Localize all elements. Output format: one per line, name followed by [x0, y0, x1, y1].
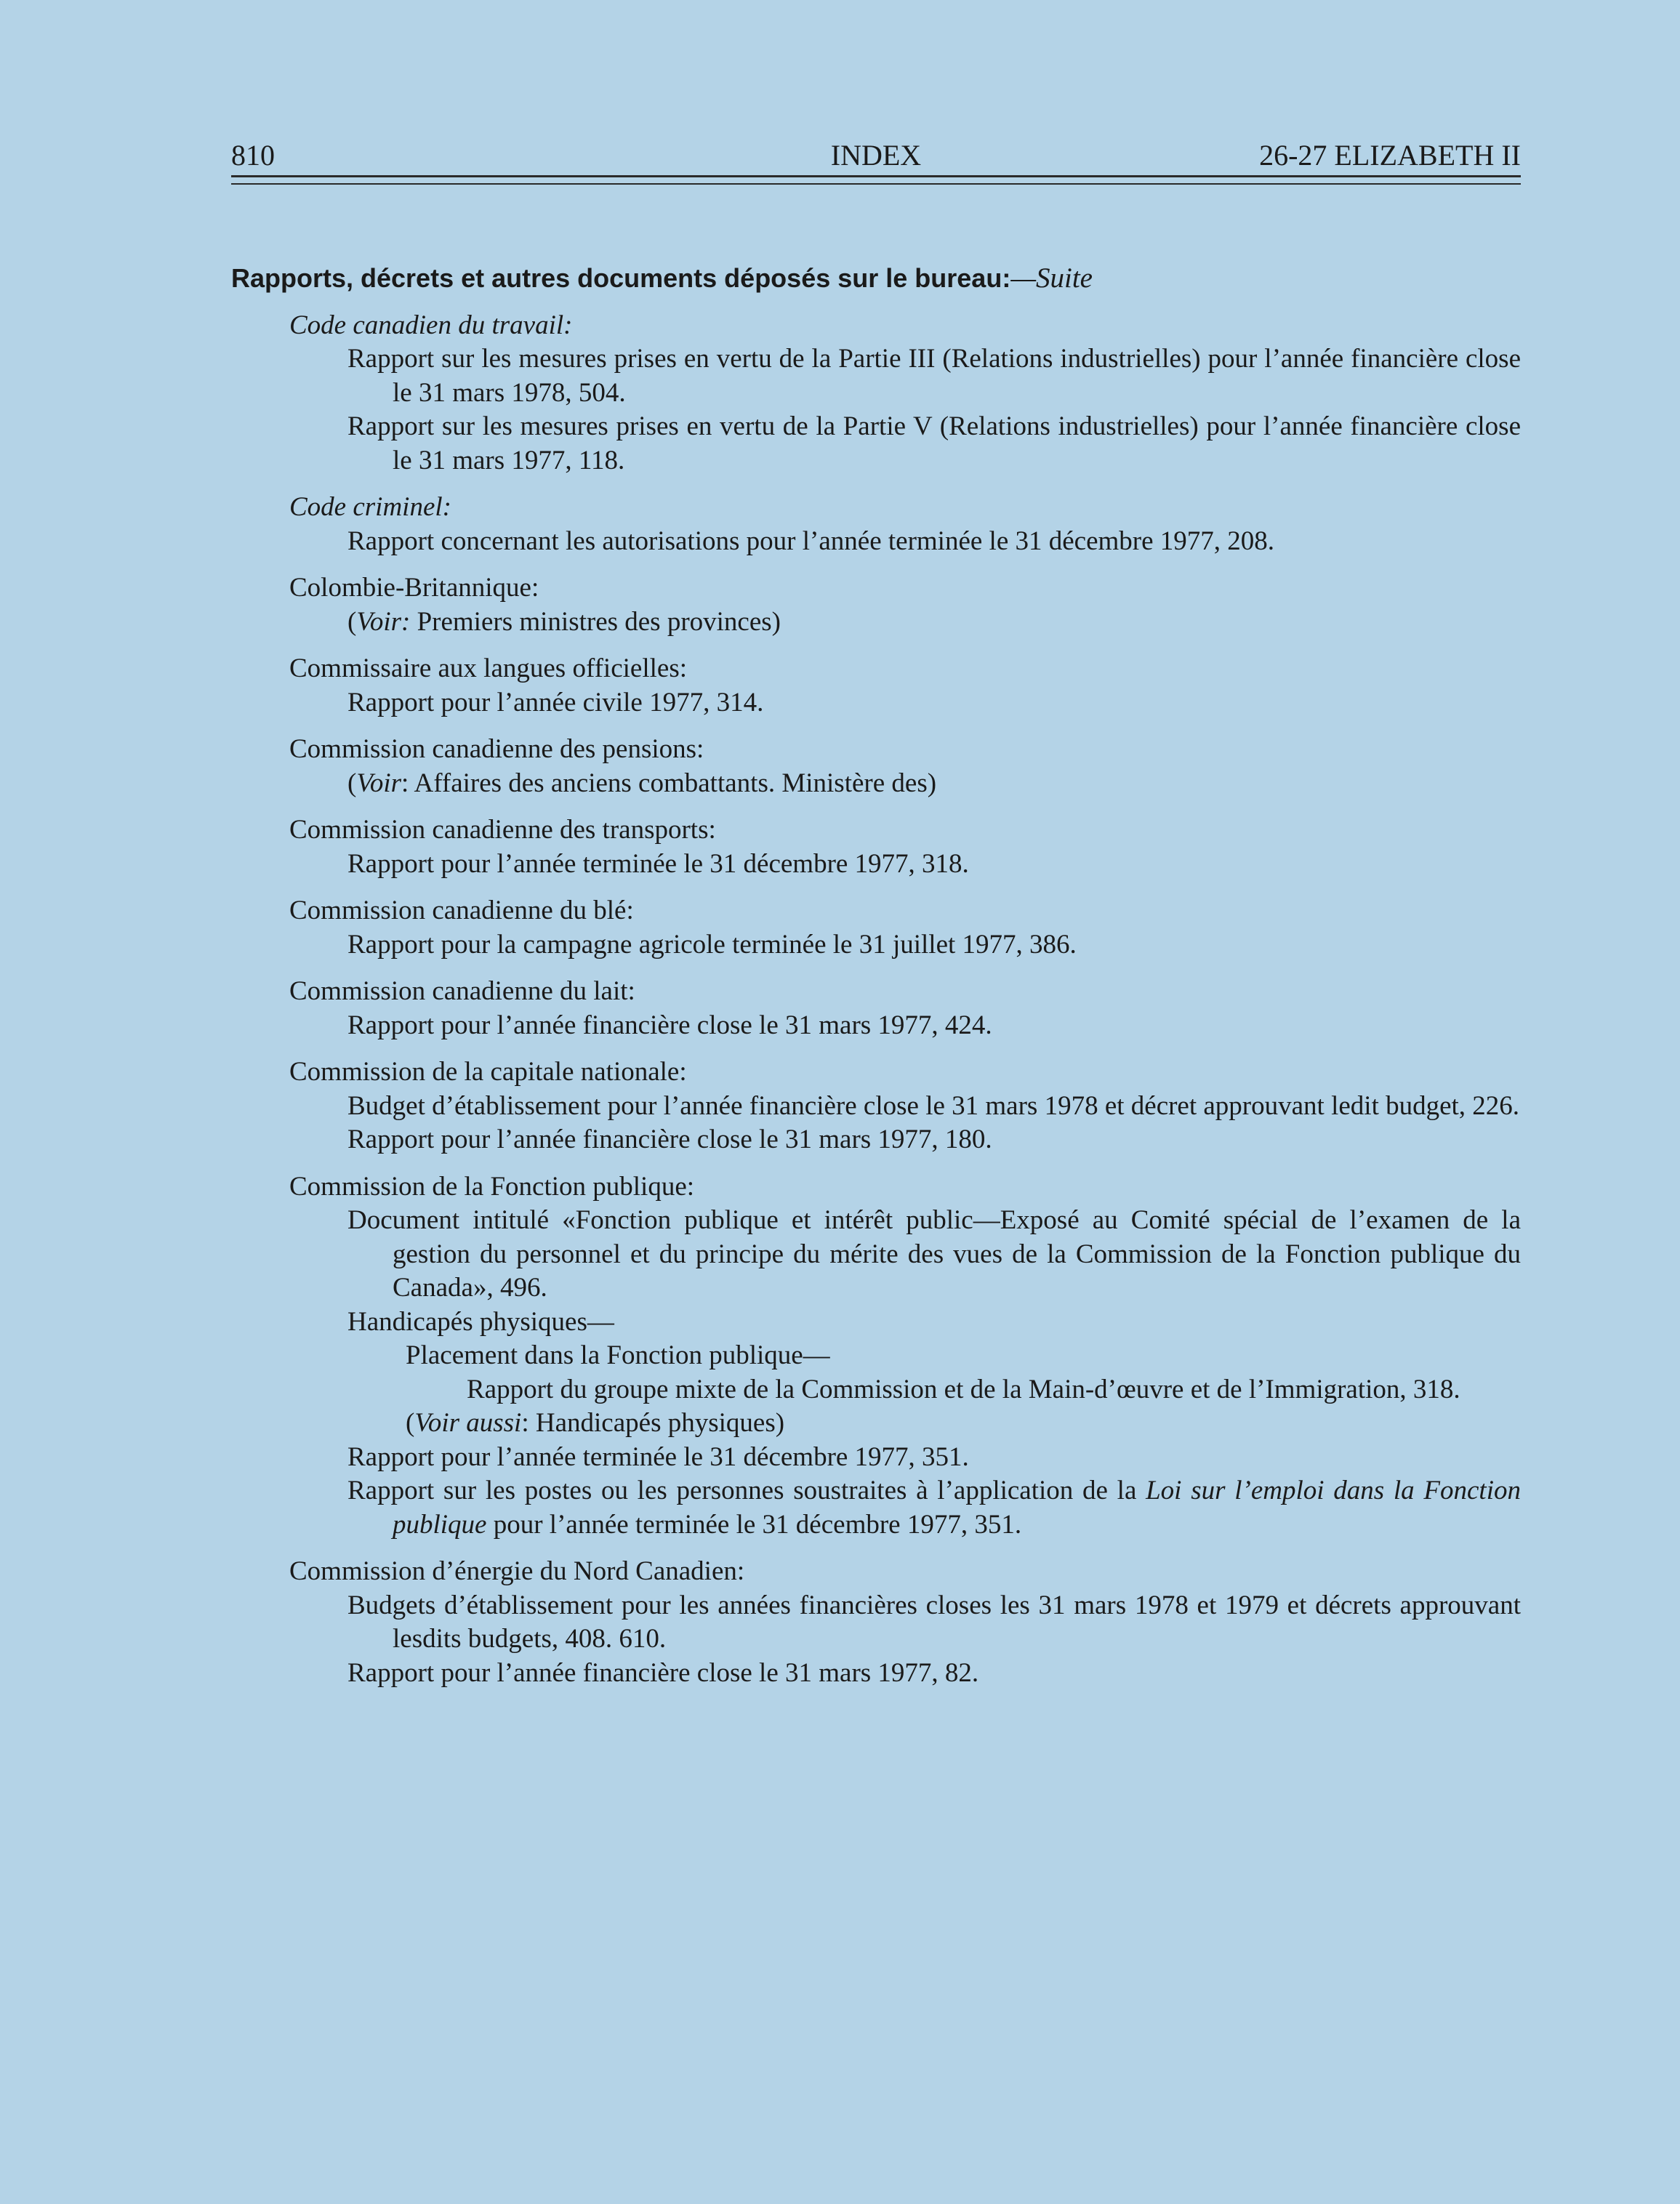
- group-heading: Code criminel:: [289, 492, 451, 522]
- group-heading: Commission canadienne des pensions:: [289, 734, 704, 764]
- group-fonction: [231, 1170, 1521, 1543]
- group-ble: [231, 894, 1521, 962]
- group-code-travail: [231, 309, 1521, 478]
- group-heading: Commissaire aux langues officielles:: [289, 653, 687, 683]
- index-entry: Budget d’établissement pour l’année financière close le 31 mars 1978 et décret approuvant ledit budget, 226.: [347, 1090, 1520, 1121]
- section-title: Rapports, décrets et autres documents déposés sur le bureau:—Suite: [231, 262, 1093, 294]
- group-code-criminel: [231, 491, 1521, 558]
- group-heading: Commission de la capitale nationale:: [289, 1057, 687, 1087]
- group-langues: [231, 652, 1521, 720]
- page-number: 810: [231, 139, 275, 172]
- group-heading: Commission canadienne des transports:: [289, 815, 716, 845]
- index-entry: Rapport sur les mesures prises en vertu de la Partie III (Relations industrielles) pour l’année financière close le 31 mars 1978, 504.: [347, 344, 1521, 408]
- group-capitale: [231, 1055, 1521, 1157]
- index-entry: Document intitulé «Fonction publique et intérêt public—Exposé au Comité spécial de l’examen de la gestion du personnel et du principe du mérite des vues de la Commission de la Fonction publique du Canada», 496.: [347, 1205, 1521, 1303]
- cross-reference: (Voir: Premiers ministres des provinces): [347, 606, 781, 637]
- suite-label: Suite: [1036, 262, 1093, 294]
- index-entry: Rapport pour l’année terminée le 31 décembre 1977, 351.: [347, 1441, 969, 1472]
- group-colombie: [231, 571, 1521, 639]
- index-content: [231, 262, 1521, 1690]
- volume-title: 26-27 ELIZABETH II: [1259, 139, 1521, 172]
- page-title: INDEX: [830, 139, 922, 172]
- cross-reference: (Voir: Affaires des anciens combattants. Ministère des): [347, 768, 937, 798]
- group-pensions: [231, 733, 1521, 800]
- group-heading: Commission canadienne du blé:: [289, 896, 634, 925]
- index-entry: Rapport pour l’année financière close le 31 mars 1977, 82.: [347, 1657, 979, 1688]
- index-entry: Rapport sur les postes ou les personnes soustraites à l’application de la Loi sur l’emploi dans la Fonction publique pour l’année terminée le 31 décembre 1977, 351.: [347, 1476, 1521, 1540]
- group-heading: Code canadien du travail:: [289, 310, 573, 340]
- group-heading: Colombie-Britannique:: [289, 573, 539, 603]
- index-entry: Rapport pour la campagne agricole terminée le 31 juillet 1977, 386.: [347, 929, 1077, 960]
- group-heading: Commission d’énergie du Nord Canadien:: [289, 1556, 745, 1586]
- page-header: [231, 137, 1521, 174]
- index-entry: Rapport concernant les autorisations pour l’année terminée le 31 décembre 1977, 208.: [347, 526, 1275, 556]
- index-entry: Rapport pour l’année financière close le 31 mars 1977, 424.: [347, 1010, 992, 1040]
- index-entry: Rapport pour l’année terminée le 31 décembre 1977, 318.: [347, 848, 969, 879]
- cross-reference: (Voir aussi: Handicapés physiques): [406, 1408, 785, 1438]
- index-entry: Rapport sur les mesures prises en vertu de la Partie V (Relations industrielles) pour l’année financière close le 31 mars 1977, 118.: [347, 411, 1521, 475]
- group-transports: [231, 813, 1521, 881]
- group-heading: Commission canadienne du lait:: [289, 976, 635, 1006]
- index-entry: Rapport pour l’année financière close le 31 mars 1977, 180.: [347, 1125, 992, 1154]
- header-rule-top: [231, 175, 1521, 177]
- index-entry: Rapport du groupe mixte de la Commission et de la Main-d’œuvre et de l’Immigration, 318.: [467, 1374, 1460, 1404]
- group-lait: [231, 975, 1521, 1042]
- group-energie: [231, 1555, 1521, 1690]
- group-heading: Commission de la Fonction publique:: [289, 1171, 695, 1202]
- index-subheading: Handicapés physiques—: [347, 1306, 614, 1337]
- index-entry: Rapport pour l’année civile 1977, 314.: [347, 687, 764, 717]
- index-subheading: Placement dans la Fonction publique—: [406, 1340, 830, 1370]
- index-entry: Budgets d’établissement pour les années financières closes les 31 mars 1978 et 1979 et décrets approuvant lesdits budgets, 408. 610.: [347, 1590, 1521, 1654]
- header-rule-bottom: [231, 183, 1521, 185]
